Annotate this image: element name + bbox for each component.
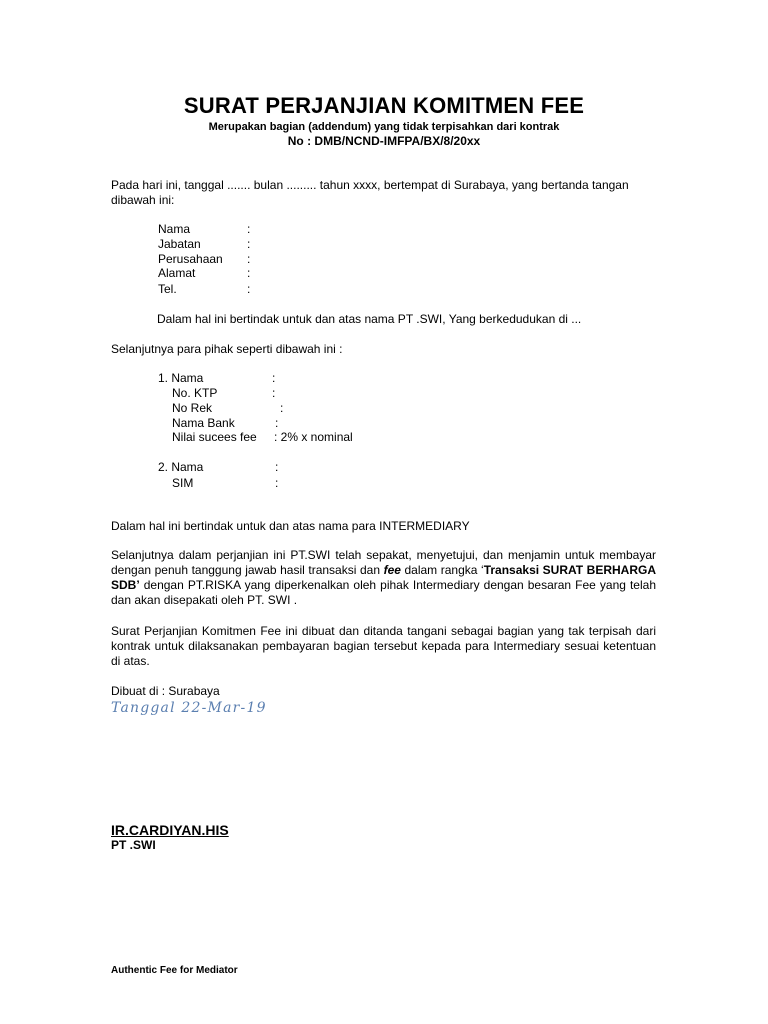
dibuat-di-line: Dibuat di : Surabaya <box>111 684 220 698</box>
field-colon: : <box>247 282 251 296</box>
tanggal-date: Tanggal 22-Mar-19 <box>111 700 267 716</box>
footer-text: Authentic Fee for Mediator <box>111 965 238 976</box>
acting-on-behalf-line: Dalam hal ini bertindak untuk dan atas nama PT .SWI, Yang berkedudukan di ... <box>157 312 582 326</box>
party2-value-nama: : <box>275 460 279 474</box>
agreement-paragraph <box>111 548 656 608</box>
document-number: No : DMB/NCND-IMFPA/BX/8/20xx <box>287 134 481 148</box>
party1-value-fee: : 2% x nominal <box>274 430 353 444</box>
party1-label-rek: No Rek <box>172 401 213 415</box>
party1-value-bank: : <box>275 416 279 430</box>
party1-value-nama: : <box>272 371 276 385</box>
agreement-transaksi: Transaksi SURAT BERHARGA SDB’ <box>111 563 657 592</box>
party1-label-fee: Nilai sucees fee <box>172 430 257 444</box>
field-colon: : <box>247 237 251 251</box>
party1-label-ktp: No. KTP <box>172 386 218 400</box>
field-label-perusahaan: Perusahaan <box>158 252 223 266</box>
intermediary-line: Dalam hal ini bertindak untuk dan atas nama para INTERMEDIARY <box>111 519 470 533</box>
field-colon: : <box>247 252 251 266</box>
intro-paragraph: Pada hari ini, tanggal ....... bulan ......... tahun xxxx, bertempat di Surabaya, yang bertanda tangan dibawah ini: <box>111 178 629 207</box>
document-subtitle: Merupakan bagian (addendum) yang tidak terpisahkan dari kontrak <box>208 121 560 133</box>
agreement-text-2: dalam rangka ‘ <box>400 563 484 577</box>
document-title: SURAT PERJANJIAN KOMITMEN FEE <box>183 93 585 118</box>
agreement-text-3: dengan PT.RISKA yang diperkenalkan oleh pihak Intermediary dengan besaran Fee yang telah dan akan disepakati oleh PT. SWI . <box>111 578 656 607</box>
field-label-jabatan: Jabatan <box>158 237 201 251</box>
field-label-nama: Nama <box>158 222 191 236</box>
signer-organization: PT .SWI <box>111 838 156 852</box>
field-label-alamat: Alamat <box>158 266 196 280</box>
field-colon: : <box>247 266 251 280</box>
agreement-text-1: Selanjutnya dalam perjanjian ini PT.SWI telah sepakat, menyetujui, dan menjamin untuk membayar dengan penuh tanggung jawab hasil transaksi dan <box>111 548 656 577</box>
field-label-tel: Tel. <box>158 282 177 296</box>
party2-value-sim: : <box>275 476 279 490</box>
party1-value-ktp: : <box>272 386 276 400</box>
party1-value-rek: : <box>280 401 284 415</box>
party2-label-sim: SIM <box>172 476 194 490</box>
closing-paragraph: Surat Perjanjian Komitmen Fee ini dibuat dan ditanda tangani sebagai bagian yang tak terpisah dari kontrak untuk dilaksanakan pembayaran bagian tersebut kepada para Intermediary sesuai ketentuan di atas. <box>111 624 656 668</box>
field-colon: : <box>247 222 251 236</box>
party1-label-bank: Nama Bank <box>172 416 235 430</box>
agreement-fee-word: fee <box>383 563 401 577</box>
signer-name: IR.CARDIYAN.HIS <box>111 822 229 838</box>
party1-label-nama: 1. Nama <box>158 371 204 385</box>
next-parties-line: Selanjutnya para pihak seperti dibawah ini : <box>111 342 343 356</box>
party2-label-nama: 2. Nama <box>158 460 204 474</box>
